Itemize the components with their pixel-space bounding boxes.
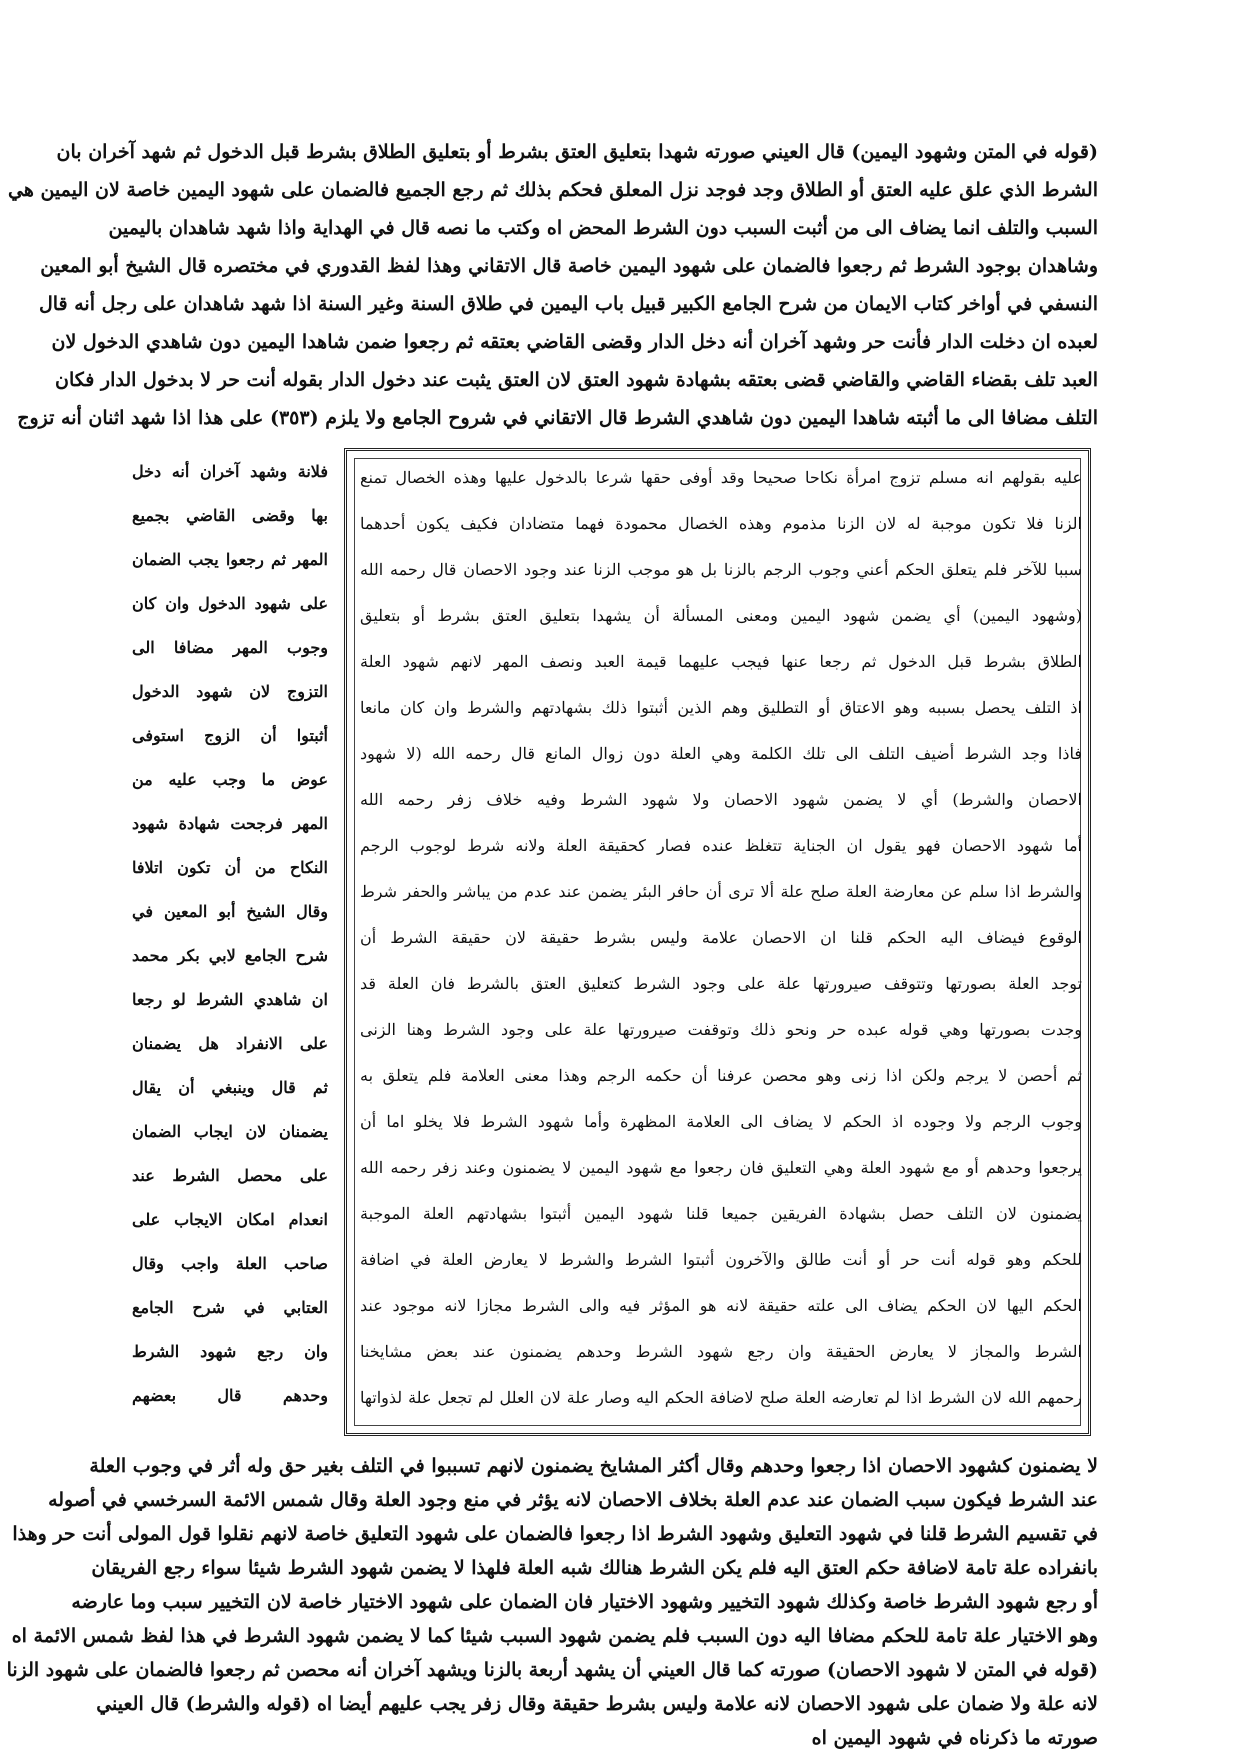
bottom-text-line: في تقسيم الشرط قلنا في شهود التعليق وشهود الشرط اذا رجعوا فالضمان على شهود التعليق خاصة لانهم نقلوا قول المولى أنت حر وهذا — [12, 1523, 1098, 1545]
side-commentary-line: على محصل الشرط عند — [132, 1166, 328, 1185]
main-text-line: رحمهم الله لان الشرط اذا لم تعارضه العلة صلح لاضافة الحكم اليه وصار علة لان العلل لم تجعل علة لذواتها — [360, 1388, 1082, 1407]
bottom-text-line: (قوله في المتن لا شهود الاحصان) صورته كما قال العيني أن يشهد أربعة بالزنا ويشهد آخران أنه محصن ثم رجعوا فالضمان على شهود الزنا — [6, 1659, 1098, 1681]
main-text-line: الوقوع فيضاف اليه الحكم قلنا ان الاحصان علامة وليس بشرط حقيقة لان حقيقة الشرط أن — [360, 928, 1082, 947]
main-text-line: فاذا وجد الشرط أضيف التلف الى تلك الكلمة وهي العلة دون زوال المانع قال رحمه الله (لا شهود — [360, 744, 1082, 763]
top-text-line: (قوله في المتن وشهود اليمين) قال العيني صورته شهدا بتعليق العتق بشرط أو بتعليق الطلاق بشرط قبل الدخول ثم شهد آخران بان — [56, 141, 1098, 163]
main-text-line: وجدت بصورتها وهي قوله عبده حر ونحو ذلك وتوقفت صيرورتها علة على وجود الشرط وهنا الزنى — [360, 1020, 1082, 1039]
side-commentary-line: على الانفراد هل يضمنان — [132, 1034, 328, 1053]
top-text-line: النسفي في أواخر كتاب الايمان من شرح الجامع الكبير قبيل باب اليمين في طلاق السنة وغير السنة اذا شهد شاهدان على رجل أنه قال — [38, 293, 1098, 315]
bottom-text-line: وهو الاختيار علة تامة للحكم مضافا اليه دون السبب فلم يضمن شهود السبب شيئا كما لا يضمن شهود الشرط في هذا لفظ شمس الائمة اه — [11, 1625, 1098, 1647]
side-commentary-line: فلانة وشهد آخران أنه دخل — [132, 462, 328, 481]
page-number: (٣٥٣) — [269, 407, 319, 429]
main-text-line: يضمنون لان التلف حصل بشهادة الفريقين جميعا قلنا شهود اليمين أثبتوا بشهادتهم العلة الموجبة — [360, 1204, 1082, 1223]
side-commentary-line: المهر ثم رجعوا يجب الضمان — [132, 550, 328, 569]
main-text-line: يرجعوا وحدهم أو مع شهود العلة وهي التعليق فان رجعوا مع شهود اليمين لا يضمنون وعند زفر رحمه الله — [360, 1158, 1082, 1177]
side-commentary-line: وقال الشيخ أبو المعين في — [132, 902, 328, 921]
side-commentary-line: على شهود الدخول وان كان — [132, 594, 328, 613]
main-text-line: والشرط اذا سلم عن معارضة العلة صلح علة ألا ترى أن حافر البئر يضمن عند عدم من يباشر والحفر شرط — [360, 882, 1082, 901]
side-commentary-line: وجوب المهر مضافا الى — [132, 638, 328, 657]
main-text-line: الاحصان والشرط) أي لا يضمن شهود الاحصان ولا شهود الشرط وفيه خلاف زفر رحمه الله — [360, 790, 1082, 809]
side-commentary-line: بها وقضى القاضي بجميع — [132, 506, 328, 525]
top-text-line: العبد تلف بقضاء القاضي والقاضي قضى بعتقه بشهادة شهود العتق لان العتق يثبت عند دخول الدار بقوله أنت حر لا بدخول الدار فكان — [54, 369, 1098, 391]
main-text-line: الطلاق بشرط قبل الدخول ثم رجعا عنها فيجب عليهما قيمة العبد ونصف المهر لانهم شهود العلة — [360, 652, 1082, 671]
top-text-line: وشاهدان بوجود الشرط ثم رجعوا فالضمان على شهود اليمين خاصة قال الاتقاني وهذا لفظ القدوري في مختصره قال الشيخ أبو المعين — [40, 255, 1098, 277]
top-text-line: لعبده ان دخلت الدار فأنت حر وشهد آخران أنه دخل الدار وقضى القاضي بعتقه ثم رجعوا ضمن شاهدا اليمين دون شاهدي الدخول لان — [51, 331, 1098, 353]
side-commentary-line: وان رجع شهود الشرط — [132, 1342, 328, 1361]
main-text-line: توجد العلة بصورتها وتتوقف صيرورتها علة على وجود الشرط كتعليق العتق بالشرط فان العلة قد — [360, 974, 1082, 993]
bottom-text-line: بانفراده علة تامة لاضافة حكم العتق اليه فلم يكن الشرط هنالك شبه العلة فلهذا لا يضمن شهود الشرط شيئا سواء رجع الفريقان — [91, 1557, 1098, 1579]
top-text-line: الشرط الذي علق عليه العتق أو الطلاق وجد فوجد نزل المعلق فحكم بذلك ثم رجع الجميع فالضمان على شهود اليمين خاصة لان اليمين هي — [7, 179, 1098, 201]
main-text-line: (وشهود اليمين) أي يضمن شهود اليمين ومعنى المسألة أن يشهدا بتعليق العتق بشرط أو بتعليق — [360, 606, 1082, 625]
top-text-line-with-page-number — [17, 400, 1098, 436]
bottom-text-line: لا يضمنون كشهود الاحصان اذا رجعوا وحدهم وقال أكثر المشايخ يضمنون لانهم تسببوا في التلف بغير حق وله أثر في وجوب العلة — [89, 1455, 1098, 1477]
side-commentary-line: وحدهم قال بعضهم — [132, 1386, 328, 1405]
side-commentary-line: المهر فرجحت شهادة شهود — [132, 814, 328, 833]
side-commentary-line: العتابي في شرح الجامع — [132, 1298, 328, 1317]
main-text-line: الحكم اليها لان الحكم يضاف الى علته حقيقة لانه هو المؤثر فيه والى الشرط مجازا لانه موجود عند — [360, 1296, 1082, 1315]
side-commentary-line: النكاح من أن تكون اتلافا — [132, 858, 328, 877]
side-commentary-line: انعدام امكان الايجاب على — [132, 1210, 328, 1229]
side-commentary-line: عوض ما وجب عليه من — [132, 770, 328, 789]
top-text-fragment: التلف مضافا الى ما أثبته شاهدا اليمين دون شاهدي الشرط قال الاتقاني في شروح الجامع ولا يلزم — [325, 407, 1098, 429]
side-commentary-line: شرح الجامع لابي بكر محمد — [132, 946, 328, 965]
main-text-line: الزنا فلا تكون موجبة له لان الزنا مذموم وهذه الخصال محمودة فهما متضادان فكيف يكون أحدهما — [360, 514, 1082, 533]
main-text-line: اذ التلف يحصل بسببه وهو الاعتاق أو التطليق وهم الذين أثبتوا ذلك بشهادتهم والشرط وان كان مانعا — [360, 698, 1082, 717]
main-text-line: للحكم وهو قوله أنت حر أو أنت طالق والآخرون أثبتوا الشرط والشرط لا يعارض العلة في اضافة — [360, 1250, 1082, 1269]
bottom-text-line: عند الشرط فيكون سبب الضمان عند عدم العلة بخلاف الاحصان لانه يؤثر في منع وجود العلة وقال شمس الائمة السرخسي في أصوله — [48, 1489, 1098, 1511]
main-text-line: سببا للآخر فلم يتعلق الحكم أعني وجوب الرجم بالزنا بل هو موجب الزنا عند وجود الاحصان قال رحمه الله — [360, 560, 1083, 579]
side-commentary-line: صاحب العلة واجب وقال — [132, 1254, 328, 1273]
main-text-line: عليه بقولهم انه مسلم تزوج امرأة نكاحا صحيحا وقد أوفى حقها شرعا بالدخول عليها وهذه الخصال تمنع — [360, 468, 1082, 487]
side-commentary-line: التزوج لان شهود الدخول — [132, 682, 328, 701]
top-text-line: السبب والتلف انما يضاف الى من أثبت السبب دون الشرط المحض اه وكتب ما نصه قال في الهداية واذا شهد شاهدان باليمين — [108, 217, 1098, 239]
bottom-text-line: صورته ما ذكرناه في شهود اليمين اه — [811, 1727, 1098, 1749]
bottom-text-line: أو رجع شهود الشرط خاصة وكذلك شهود التخيير وشهود الاختيار فان الضمان على شهود الاختيار خاصة لان التخيير سبب وما عارضه — [71, 1591, 1098, 1613]
main-text-line: أما شهود الاحصان فهو يقول ان الجناية تتغلظ عنده فصار كحقيقة العلة ولانه شرط لوجوب الرجم — [360, 836, 1083, 855]
main-text-line: الشرط والمجاز لا يعارض الحقيقة وان رجع شهود الشرط وحدهم يضمنون عند بعض مشايخنا — [360, 1342, 1082, 1361]
main-text-line: ثم أحصن لا يرجم ولكن اذا زنى وهو محصن عرفنا أن حكمه الرجم وهذا معنى العلامة فلم يتعلق به — [360, 1066, 1082, 1085]
side-commentary-line: ان شاهدي الشرط لو رجعا — [132, 990, 328, 1009]
main-text-line: وجوب الرجم ولا وجوده اذ الحكم لا يضاف الى العلامة المظهرة وأما شهود الشرط فلا يخلو اما أن — [360, 1112, 1082, 1131]
side-commentary-line: يضمنان لان ايجاب الضمان — [132, 1122, 328, 1141]
side-commentary-line: ثم قال وينبغي أن يقال — [132, 1078, 328, 1097]
side-commentary-line: أثبتوا أن الزوج استوفى — [132, 726, 328, 745]
bottom-text-line: لانه علة ولا ضمان على شهود الاحصان لانه علامة وليس بشرط حقيقة وقال زفر يجب عليهم أيضا اه (قوله والشرط) قال العيني — [96, 1693, 1098, 1715]
top-text-fragment: على هذا اذا شهد اثنان أنه تزوج — [17, 407, 264, 429]
